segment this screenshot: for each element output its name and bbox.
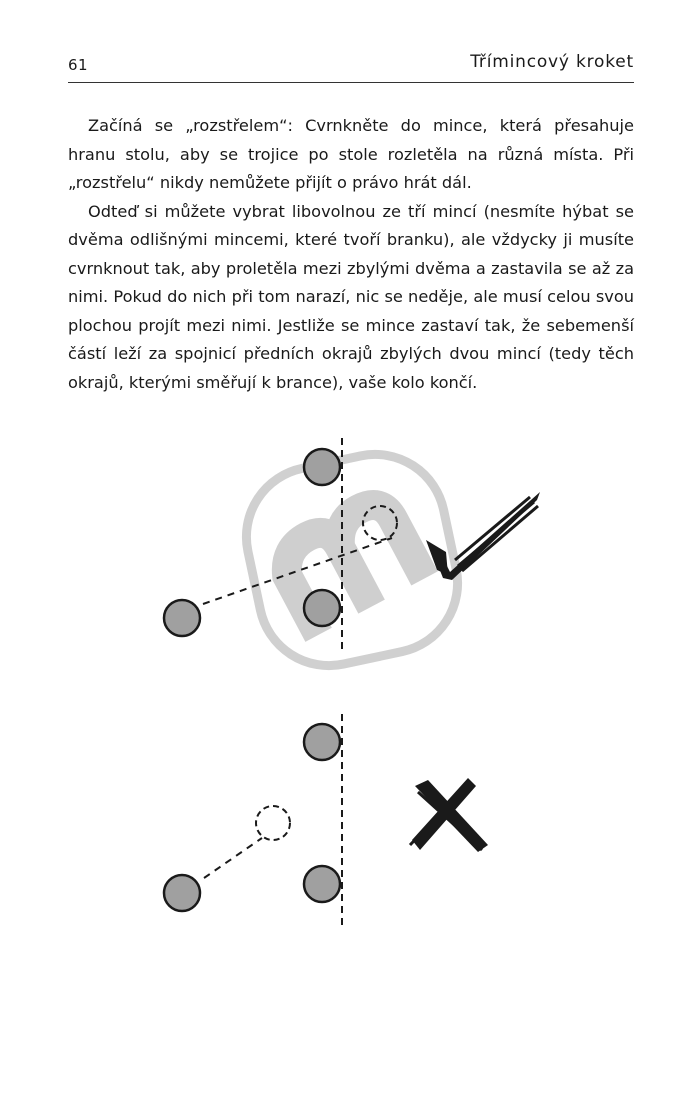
gate-coin-bottom [304,866,340,902]
gate-coin-bottom [304,590,340,626]
valid-shot-diagram [164,438,540,652]
page-number: 61 [68,56,89,74]
shot-path [204,838,262,878]
shot-path [203,538,392,604]
header-rule [68,82,634,83]
running-header [68,52,634,80]
shooter-coin [164,600,200,636]
gate-coin-top [304,724,340,760]
publisher-logo-watermark [233,441,470,678]
paragraph: Odteď si můžete vybrat libovolnou ze tří mincí (nesmíte hýbat se dvěma odlišnými mincemi, které tvoří branku), ale vždycky ji musíte cvrnknout tak, aby proletěla mezi zbylými dvěma a zastavila se až za nimi. Pokud do nich při tom narazí, nic se neděje, ale musí celou svou plochou projít mezi nimi. Jestliže se mince zastaví tak, že sebemenší částí leží za spojnicí předních okrajů zbylých dvou mincí (tedy těch okrajů, kterými směřují k brance), vaše kolo končí. [68,201,634,392]
x-mark-icon [410,778,488,852]
check-mark-icon [426,492,540,580]
running-title: Třímincový kroket [470,52,634,72]
gate-coin-top [304,449,340,485]
ghost-coin [256,806,290,840]
paragraph: Začíná se „rozstřelem“: Cvrnkněte do mince, která přesahuje hranu stolu, aby se trojice po stole rozletěla na různá místa. Při „rozstřelu“ nikdy nemůžete přijít o právo hrát dál. [68,116,634,192]
shooter-coin [164,875,200,911]
body-text [68,112,634,397]
invalid-shot-diagram [164,714,488,928]
ghost-coin [363,506,397,540]
